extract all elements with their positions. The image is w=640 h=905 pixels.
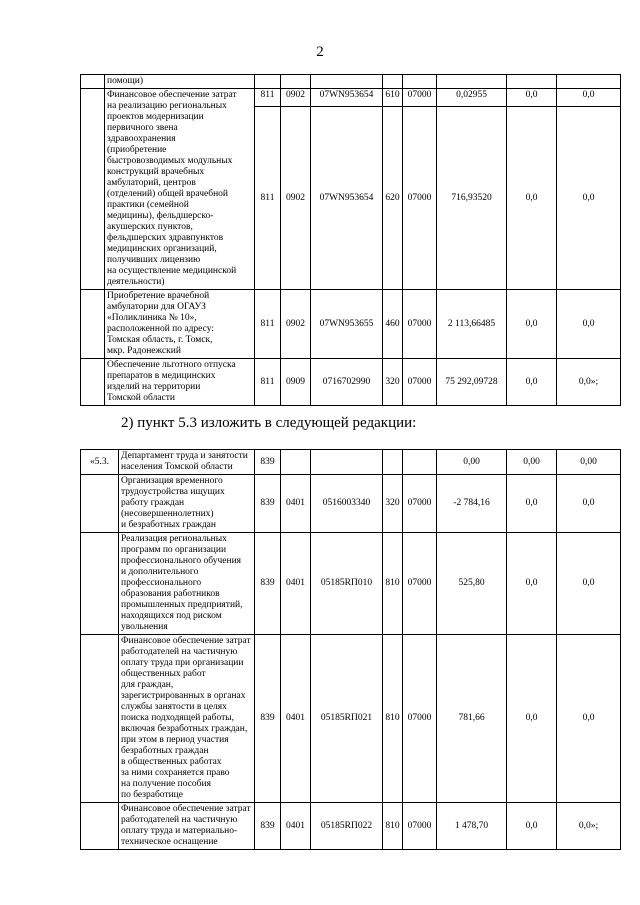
year2-cell: 0,0: [507, 803, 557, 850]
type-cell: 460: [383, 290, 403, 359]
name-cell: Финансовое обеспечение затрат работодателей на частичную оплату труда и материально- техническое оснащение: [119, 803, 255, 850]
year3-cell: 0,0: [557, 107, 621, 290]
sum-cell: 716,93520: [437, 107, 507, 290]
year3-cell: 0,0: [557, 475, 621, 533]
target-cell: 07WN953654: [311, 89, 383, 107]
sum-cell: 0,00: [437, 450, 507, 475]
table-row: [81, 450, 621, 475]
year3-cell: [557, 75, 621, 89]
year3-cell: 0,0: [557, 89, 621, 107]
type-cell: 810: [383, 803, 403, 850]
sum-cell: 525,80: [437, 533, 507, 635]
sum-cell: [437, 75, 507, 89]
admin-cell: 839: [255, 475, 281, 533]
section-cell: 0902: [281, 107, 311, 290]
year3-cell: 0,0»;: [557, 803, 621, 850]
section-cell: 0401: [281, 533, 311, 635]
table-row: [81, 533, 621, 635]
sum-cell: 0,02955: [437, 89, 507, 107]
name-cell: Департамент труда и занятости населения Томской области: [119, 450, 255, 475]
section-cell: 0401: [281, 475, 311, 533]
section-cell: 0909: [281, 359, 311, 406]
admin-cell: 839: [255, 803, 281, 850]
admin-cell: 839: [255, 533, 281, 635]
year2-cell: 0,0: [507, 533, 557, 635]
table-row: [81, 803, 621, 850]
year2-cell: 0,00: [507, 450, 557, 475]
section-cell: [281, 450, 311, 475]
year3-cell: 0,0: [557, 533, 621, 635]
target-cell: 0516003340: [311, 475, 383, 533]
target-cell: [311, 75, 383, 89]
kosgu-cell: 07000: [403, 290, 437, 359]
admin-cell: 811: [255, 359, 281, 406]
admin-cell: 839: [255, 450, 281, 475]
page-number: 2: [316, 44, 324, 60]
name-cell: Финансовое обеспечение затрат на реализацию региональных проектов модернизации первичного звена здравоохранения (приобретение быстровозводимых модульных конструкций врачебных амбулаторий, центров (отделений) общей врачебной практики (семейной медицины), фельдшерско- акушерских пунктов, фельдшерских здравпунктов медицинских организаций, получивших лицензию на осуществление медицинской деятельности): [105, 89, 255, 290]
year2-cell: 0,0: [507, 89, 557, 107]
target-cell: [311, 450, 383, 475]
sum-cell: 75 292,09728: [437, 359, 507, 406]
name-cell: Обеспечение льготного отпуска препаратов в медицинских изделий на территории Томской области: [105, 359, 255, 406]
kosgu-cell: [403, 75, 437, 89]
table-row: [81, 75, 621, 89]
code-cell: [81, 475, 119, 533]
type-cell: 810: [383, 533, 403, 635]
code-cell: [81, 803, 119, 850]
code-cell: [81, 290, 105, 359]
section-heading: 2) пункт 5.3 изложить в следующей редакции:: [121, 415, 417, 431]
name-cell: Реализация региональных программ по организации профессионального обучения и дополнительного профессионального образования работников промышленных предприятий, находящихся под риском увольнения: [119, 533, 255, 635]
table-row: [81, 635, 621, 803]
type-cell: 620: [383, 107, 403, 290]
code-cell: [81, 533, 119, 635]
kosgu-cell: 07000: [403, 635, 437, 803]
admin-cell: [255, 75, 281, 89]
kosgu-cell: 07000: [403, 107, 437, 290]
admin-cell: 811: [255, 290, 281, 359]
target-cell: 05185RП010: [311, 533, 383, 635]
table-row: [81, 290, 621, 359]
code-cell: [81, 89, 105, 290]
kosgu-cell: [403, 450, 437, 475]
admin-cell: 839: [255, 635, 281, 803]
section-cell: [281, 75, 311, 89]
sum-cell: 1 478,70: [437, 803, 507, 850]
name-cell: Приобретение врачебной амбулатории для ОГАУЗ «Поликлиника № 10», расположенной по адресу: Томская область, г. Томск, мкр. Радонежский: [105, 290, 255, 359]
code-cell: [81, 75, 105, 89]
budget-table-continued: [80, 74, 621, 406]
target-cell: 0716702990: [311, 359, 383, 406]
year2-cell: 0,0: [507, 359, 557, 406]
year2-cell: [507, 75, 557, 89]
type-cell: 810: [383, 635, 403, 803]
year2-cell: 0,0: [507, 290, 557, 359]
sum-cell: 781,66: [437, 635, 507, 803]
target-cell: 05185RП021: [311, 635, 383, 803]
type-cell: 320: [383, 475, 403, 533]
sum-cell: 2 113,66485: [437, 290, 507, 359]
code-cell: «5.3.: [81, 450, 119, 475]
section-cell: 0401: [281, 803, 311, 850]
table-row: [81, 475, 621, 533]
year3-cell: 0,00: [557, 450, 621, 475]
name-cell: Финансовое обеспечение затрат работодателей на частичную оплату труда при организации общественных работ для граждан, зарегистрированных в органах службы занятости в целях поиска подходящей работы, включая безработных граждан, при этом в период участия безработных граждан в общественных работах за ними сохраняется право на получение пособия по безработице: [119, 635, 255, 803]
kosgu-cell: 07000: [403, 89, 437, 107]
kosgu-cell: 07000: [403, 533, 437, 635]
type-cell: [383, 75, 403, 89]
sum-cell: -2 784,16: [437, 475, 507, 533]
code-cell: [81, 635, 119, 803]
year3-cell: 0,0: [557, 290, 621, 359]
section-cell: 0902: [281, 290, 311, 359]
type-cell: 320: [383, 359, 403, 406]
kosgu-cell: 07000: [403, 359, 437, 406]
year3-cell: 0,0»;: [557, 359, 621, 406]
year2-cell: 0,0: [507, 475, 557, 533]
section-cell: 0401: [281, 635, 311, 803]
code-cell: [81, 359, 105, 406]
budget-table-section-5-3: [80, 449, 621, 850]
target-cell: 07WN953655: [311, 290, 383, 359]
kosgu-cell: 07000: [403, 475, 437, 533]
type-cell: 610: [383, 89, 403, 107]
year2-cell: 0,0: [507, 635, 557, 803]
type-cell: [383, 450, 403, 475]
name-cell: помощи): [105, 75, 255, 89]
section-cell: 0902: [281, 89, 311, 107]
target-cell: 05185RП022: [311, 803, 383, 850]
year3-cell: 0,0: [557, 635, 621, 803]
admin-cell: 811: [255, 89, 281, 107]
name-cell: Организация временного трудоустройства ищущих работу граждан (несовершеннолетних) и безработных граждан: [119, 475, 255, 533]
target-cell: 07WN953654: [311, 107, 383, 290]
year2-cell: 0,0: [507, 107, 557, 290]
kosgu-cell: 07000: [403, 803, 437, 850]
admin-cell: 811: [255, 107, 281, 290]
table-row: [81, 359, 621, 406]
table-row: [81, 89, 621, 107]
